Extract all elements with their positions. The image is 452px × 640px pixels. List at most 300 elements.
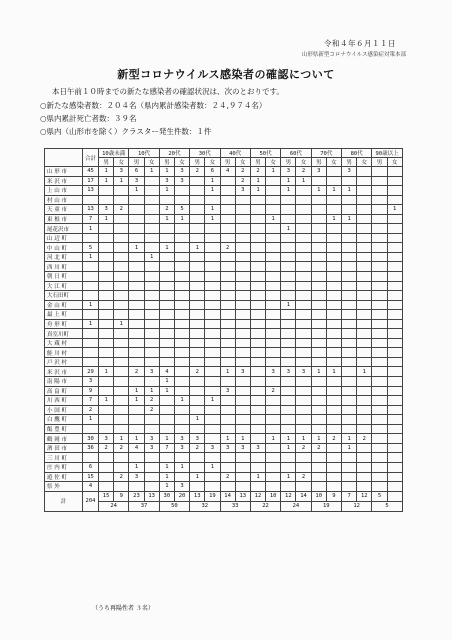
case-count-cell [159, 195, 174, 205]
row-total: 1 [83, 319, 99, 329]
case-count-cell: 1 [144, 167, 159, 177]
total-by-sex-cell: 12 [357, 491, 372, 501]
case-count-cell [372, 205, 387, 215]
case-count-cell: 1 [159, 472, 174, 482]
case-count-cell: 2 [190, 367, 205, 377]
row-total: 1 [83, 252, 99, 262]
case-count-cell [311, 214, 326, 224]
case-count-cell [114, 272, 129, 282]
case-count-cell [220, 415, 235, 425]
case-count-cell: 3 [129, 176, 144, 186]
case-count-cell [296, 281, 311, 291]
case-count-cell [144, 310, 159, 320]
case-count-cell [190, 405, 205, 415]
case-count-cell [190, 214, 205, 224]
case-count-cell [174, 377, 189, 387]
header-age-group: 90歳以上 [372, 149, 402, 158]
case-count-cell: 1 [220, 367, 235, 377]
municipality-name: 中 山 町 [45, 243, 83, 253]
case-count-cell [235, 205, 250, 215]
case-count-cell [281, 348, 296, 358]
case-count-cell [266, 291, 281, 301]
total-by-age-cell: 22 [250, 501, 280, 511]
case-count-cell [250, 300, 265, 310]
case-count-cell [326, 224, 341, 234]
row-total: 15 [83, 472, 99, 482]
case-count-cell: 2 [144, 396, 159, 406]
case-count-cell: 1 [266, 214, 281, 224]
case-count-cell [144, 300, 159, 310]
case-count-cell: 1 [159, 186, 174, 196]
table-row [45, 319, 403, 329]
municipality-name: 米 沢 市 [45, 176, 83, 186]
case-count-cell [372, 176, 387, 186]
case-count-cell [174, 319, 189, 329]
case-count-cell [220, 377, 235, 387]
case-count-cell [114, 462, 129, 472]
case-count-cell [342, 424, 357, 434]
row-total [83, 453, 99, 463]
case-count-cell: 1 [235, 434, 250, 444]
case-count-cell [311, 462, 326, 472]
case-count-cell [174, 310, 189, 320]
case-count-cell [387, 386, 402, 396]
case-count-cell [311, 338, 326, 348]
municipality-name: 飯 豊 町 [45, 424, 83, 434]
case-count-cell [342, 396, 357, 406]
total-by-age-cell: 24 [99, 501, 129, 511]
case-count-cell [144, 415, 159, 425]
header-female: 女 [326, 158, 341, 167]
case-count-cell [387, 195, 402, 205]
case-count-cell [144, 262, 159, 272]
case-count-cell [266, 300, 281, 310]
case-count-cell: 1 [129, 396, 144, 406]
municipality-name: 最 上 町 [45, 310, 83, 320]
total-by-sex-cell: 7 [342, 491, 357, 501]
case-count-cell [342, 405, 357, 415]
case-count-cell [357, 205, 372, 215]
case-count-cell [387, 281, 402, 291]
case-count-cell [190, 252, 205, 262]
row-total [83, 329, 99, 339]
municipality-name: 舟 形 町 [45, 319, 83, 329]
header-female: 女 [387, 158, 402, 167]
case-count-cell [220, 224, 235, 234]
case-count-cell [235, 214, 250, 224]
total-by-sex-cell: 12 [250, 491, 265, 501]
case-count-cell: 1 [205, 186, 220, 196]
case-count-cell [99, 243, 114, 253]
header-age-group: 70代 [311, 149, 341, 158]
case-count-cell: 1 [296, 176, 311, 186]
case-count-cell: 1 [99, 176, 114, 186]
case-count-cell [387, 262, 402, 272]
table-row [45, 405, 403, 415]
case-count-cell [296, 338, 311, 348]
header-age-group: 60代 [281, 149, 311, 158]
case-count-cell [220, 482, 235, 492]
case-count-cell: 3 [159, 176, 174, 186]
case-count-cell [281, 281, 296, 291]
case-count-cell [296, 214, 311, 224]
case-count-cell: 1 [326, 367, 341, 377]
case-count-cell [326, 462, 341, 472]
case-count-cell [99, 482, 114, 492]
case-count-cell [372, 348, 387, 358]
case-count-cell [205, 310, 220, 320]
case-count-cell: 2 [266, 386, 281, 396]
case-count-cell [144, 176, 159, 186]
case-count-cell [159, 357, 174, 367]
case-count-cell [220, 462, 235, 472]
case-count-cell [144, 205, 159, 215]
case-count-cell [235, 300, 250, 310]
row-total: 36 [83, 443, 99, 453]
municipality-name: 大 蔵 村 [45, 338, 83, 348]
case-count-cell [250, 424, 265, 434]
row-total: 17 [83, 176, 99, 186]
case-count-cell [357, 338, 372, 348]
case-count-cell [129, 214, 144, 224]
case-count-cell [99, 338, 114, 348]
case-count-cell [99, 329, 114, 339]
case-count-cell [266, 405, 281, 415]
case-count-cell [129, 405, 144, 415]
row-total [83, 338, 99, 348]
municipality-name: 県 外 [45, 482, 83, 492]
case-count-cell [311, 224, 326, 234]
case-count-cell [114, 453, 129, 463]
case-count-cell [372, 243, 387, 253]
case-count-cell [250, 310, 265, 320]
case-count-cell: 1 [250, 176, 265, 186]
case-count-cell [357, 176, 372, 186]
case-count-cell [159, 338, 174, 348]
case-count-cell [326, 472, 341, 482]
case-count-cell [342, 329, 357, 339]
row-total: 3 [83, 377, 99, 387]
case-count-cell [281, 310, 296, 320]
total-by-sex-cell: 14 [296, 491, 311, 501]
header-age-group: 40代 [220, 149, 250, 158]
case-count-cell [114, 405, 129, 415]
case-count-cell: 2 [220, 472, 235, 482]
case-count-cell: 1 [114, 319, 129, 329]
case-count-cell [144, 214, 159, 224]
case-count-cell [311, 243, 326, 253]
case-count-cell [235, 377, 250, 387]
header-male: 男 [190, 158, 205, 167]
case-count-cell: 1 [266, 434, 281, 444]
case-count-cell: 1 [129, 462, 144, 472]
case-count-cell [387, 453, 402, 463]
case-count-cell [372, 310, 387, 320]
total-by-sex-cell: 15 [99, 491, 114, 501]
case-count-cell: 4 [220, 167, 235, 177]
header-female: 女 [174, 158, 189, 167]
case-count-cell [372, 338, 387, 348]
case-count-cell [99, 348, 114, 358]
case-count-cell [266, 472, 281, 482]
case-count-cell [387, 357, 402, 367]
case-count-cell [99, 415, 114, 425]
header-row-sex [45, 158, 403, 167]
case-count-cell [296, 405, 311, 415]
case-count-cell [342, 243, 357, 253]
case-count-cell [326, 424, 341, 434]
case-count-cell [99, 195, 114, 205]
case-count-cell [99, 319, 114, 329]
case-count-cell [205, 453, 220, 463]
case-count-cell [311, 386, 326, 396]
case-count-cell [250, 386, 265, 396]
case-count-cell [114, 424, 129, 434]
case-count-cell [266, 252, 281, 262]
case-count-cell [114, 186, 129, 196]
case-count-cell [220, 233, 235, 243]
case-count-cell [357, 462, 372, 472]
case-count-cell [250, 281, 265, 291]
case-count-cell [114, 252, 129, 262]
case-count-cell [205, 482, 220, 492]
table-row [45, 205, 403, 215]
case-count-cell: 2 [220, 243, 235, 253]
table-row [45, 300, 403, 310]
case-count-cell [174, 186, 189, 196]
case-count-cell [326, 443, 341, 453]
header-male: 男 [342, 158, 357, 167]
case-count-cell [159, 329, 174, 339]
case-count-cell [190, 319, 205, 329]
row-total [83, 262, 99, 272]
case-count-cell [114, 310, 129, 320]
case-count-cell [250, 195, 265, 205]
case-count-cell [250, 319, 265, 329]
row-total: 7 [83, 396, 99, 406]
case-count-cell [99, 424, 114, 434]
case-count-cell: 6 [129, 167, 144, 177]
table-row [45, 348, 403, 358]
case-count-cell: 3 [235, 443, 250, 453]
case-count-cell [114, 367, 129, 377]
total-by-age-cell: 12 [342, 501, 372, 511]
case-count-cell [342, 195, 357, 205]
case-count-cell [250, 482, 265, 492]
case-count-cell [387, 186, 402, 196]
case-count-cell: 1 [281, 434, 296, 444]
case-count-cell [190, 338, 205, 348]
case-count-cell [220, 214, 235, 224]
case-count-cell: 1 [129, 243, 144, 253]
case-count-cell [326, 272, 341, 282]
municipality-name: 小 国 町 [45, 405, 83, 415]
case-count-cell: 1 [205, 396, 220, 406]
total-by-age-cell: 19 [311, 501, 341, 511]
row-total: 1 [83, 224, 99, 234]
case-count-cell: 4 [159, 367, 174, 377]
case-count-cell: 3 [99, 434, 114, 444]
case-count-cell [174, 386, 189, 396]
case-count-cell [281, 377, 296, 387]
case-count-cell [342, 386, 357, 396]
case-count-cell [281, 214, 296, 224]
case-count-cell: 3 [220, 443, 235, 453]
case-count-cell: 1 [205, 462, 220, 472]
municipality-name: 高 畠 町 [45, 386, 83, 396]
case-count-cell [372, 472, 387, 482]
total-by-sex-cell: 5 [372, 491, 387, 501]
case-count-cell [342, 224, 357, 234]
case-count-cell [281, 405, 296, 415]
case-count-cell [129, 482, 144, 492]
case-count-cell [266, 377, 281, 387]
case-count-cell [205, 348, 220, 358]
table-row [45, 453, 403, 463]
case-count-cell [235, 453, 250, 463]
case-count-cell [281, 462, 296, 472]
case-count-cell: 1 [190, 472, 205, 482]
row-total: 5 [83, 243, 99, 253]
case-count-cell [311, 424, 326, 434]
case-count-cell: 3 [174, 443, 189, 453]
total-by-age-cell: 24 [281, 501, 311, 511]
header-row-age [45, 149, 403, 158]
row-total: 7 [83, 214, 99, 224]
case-count-cell [174, 291, 189, 301]
municipality-name: 米 沢 市 [45, 367, 83, 377]
case-count-cell [159, 453, 174, 463]
case-count-cell: 1 [205, 176, 220, 186]
case-count-cell [129, 195, 144, 205]
case-count-cell [311, 291, 326, 301]
case-count-cell: 1 [357, 367, 372, 377]
case-count-cell [129, 233, 144, 243]
total-by-sex-cell: 9 [114, 491, 129, 501]
case-count-cell [144, 224, 159, 234]
case-count-cell [205, 262, 220, 272]
case-count-cell [387, 338, 402, 348]
case-count-cell [174, 405, 189, 415]
case-count-cell: 2 [114, 205, 129, 215]
row-total [83, 310, 99, 320]
row-total: 13 [83, 186, 99, 196]
case-count-cell [372, 224, 387, 234]
case-count-cell [281, 195, 296, 205]
case-count-cell [357, 224, 372, 234]
case-count-cell [281, 453, 296, 463]
case-count-cell: 1 [144, 252, 159, 262]
case-count-cell [281, 252, 296, 262]
municipality-name: 西 川 町 [45, 262, 83, 272]
case-count-cell [220, 348, 235, 358]
case-count-cell [281, 424, 296, 434]
case-count-cell [174, 338, 189, 348]
case-count-cell [129, 272, 144, 282]
case-count-cell [250, 224, 265, 234]
case-count-cell [372, 434, 387, 444]
case-count-cell [311, 453, 326, 463]
case-count-cell [296, 482, 311, 492]
total-by-sex-cell: 9 [326, 491, 341, 501]
case-count-cell: 1 [250, 472, 265, 482]
case-count-cell [296, 377, 311, 387]
case-count-cell [190, 310, 205, 320]
case-count-cell [129, 453, 144, 463]
case-count-cell: 2 [311, 443, 326, 453]
case-count-cell [372, 214, 387, 224]
case-count-cell [220, 310, 235, 320]
case-count-cell [205, 243, 220, 253]
case-count-cell [296, 462, 311, 472]
case-count-cell [372, 453, 387, 463]
case-count-cell [296, 272, 311, 282]
document-title: 新型コロナウイルス感染者の確認について [117, 68, 335, 81]
case-count-cell: 1 [190, 243, 205, 253]
case-count-cell [342, 357, 357, 367]
case-count-cell: 1 [296, 434, 311, 444]
case-count-cell [129, 329, 144, 339]
case-count-cell: 1 [159, 167, 174, 177]
case-count-cell [205, 272, 220, 282]
case-count-cell: 1 [190, 415, 205, 425]
case-count-cell: 3 [311, 167, 326, 177]
case-count-cell [250, 348, 265, 358]
case-count-cell [387, 367, 402, 377]
case-count-cell [326, 386, 341, 396]
case-count-cell [159, 291, 174, 301]
case-count-cell [235, 319, 250, 329]
case-count-cell [357, 310, 372, 320]
total-by-sex-cell: 10 [266, 491, 281, 501]
case-count-cell [357, 348, 372, 358]
case-count-cell [235, 310, 250, 320]
case-count-cell [99, 453, 114, 463]
case-count-cell [129, 262, 144, 272]
header-age-group: 20代 [159, 149, 189, 158]
case-count-cell [372, 377, 387, 387]
case-count-cell [250, 205, 265, 215]
case-count-cell: 2 [326, 434, 341, 444]
case-count-cell [99, 405, 114, 415]
case-count-cell [205, 319, 220, 329]
municipality-name: 上 山 市 [45, 186, 83, 196]
case-count-cell [281, 243, 296, 253]
case-count-cell: 1 [281, 186, 296, 196]
case-count-cell: 1 [114, 434, 129, 444]
case-count-cell [357, 214, 372, 224]
case-count-cell [250, 357, 265, 367]
case-count-cell [326, 319, 341, 329]
case-count-cell [387, 252, 402, 262]
header-male: 男 [311, 158, 326, 167]
case-count-cell [266, 176, 281, 186]
case-count-cell [266, 348, 281, 358]
case-count-cell [144, 482, 159, 492]
case-count-cell [144, 338, 159, 348]
case-count-cell [311, 319, 326, 329]
case-count-cell [342, 482, 357, 492]
case-count-cell [99, 300, 114, 310]
case-count-cell [250, 291, 265, 301]
case-count-cell [342, 319, 357, 329]
case-count-cell: 1 [326, 186, 341, 196]
total-label: 計 [45, 491, 83, 511]
case-count-cell [266, 233, 281, 243]
case-count-cell: 1 [129, 186, 144, 196]
case-count-cell [220, 329, 235, 339]
case-count-cell [296, 386, 311, 396]
